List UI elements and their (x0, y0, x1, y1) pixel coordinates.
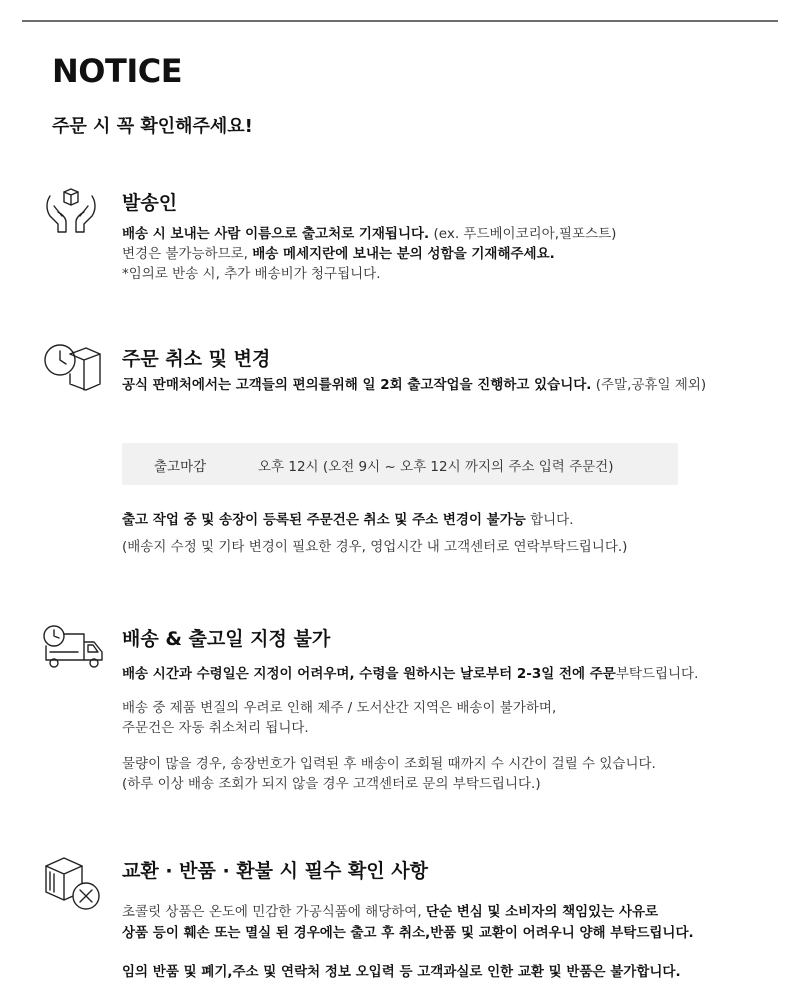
page-title: NOTICE (52, 52, 183, 90)
sender-line-2: 변경은 불가능하므로, 배송 메세지란에 보내는 분의 성함을 기재해주세요. (122, 246, 555, 262)
delivery-truck-icon (40, 622, 106, 670)
cancel-line-3: (배송지 수정 및 기타 변경이 필요한 경우, 영업시간 내 고객센터로 연락부탁드립니다.) (122, 539, 628, 555)
deadline-text: 오후 12시 (오전 9시 ~ 오후 12시 까지의 주소 입력 주문건) (258, 459, 614, 475)
exchange-title: 교환 · 반품 · 환불 시 필수 확인 사항 (122, 860, 428, 882)
shipping-line-1: 배송 시간과 수령일은 지정이 어려우며, 수령을 원하시는 날로부터 2-3일 전에 주문부탁드립니다. (122, 666, 699, 682)
sender-line-1: 배송 시 보내는 사람 이름으로 출고처로 기재됩니다. (ex. 푸드베이코리아,필포스트) (122, 226, 617, 242)
sender-title: 발송인 (122, 192, 178, 214)
exchange-line-3: 임의 반품 및 폐기,주소 및 연락처 정보 오입력 등 고객과실로 인한 교환 및 반품은 불가합니다. (122, 964, 681, 980)
shipping-line-4: 물량이 많을 경우, 송장번호가 입력된 후 배송이 조회될 때까지 수 시간이 걸릴 수 있습니다. (122, 756, 656, 772)
top-divider (22, 20, 778, 22)
deadline-box (122, 443, 678, 485)
shipping-line-3: 주문건은 자동 취소처리 됩니다. (122, 720, 309, 736)
box-cancel-icon (40, 852, 104, 914)
shipping-line-2: 배송 중 제품 변질의 우려로 인해 제주 / 도서산간 지역은 배송이 불가하며, (122, 700, 557, 716)
cancel-line-2: 출고 작업 중 및 송장이 등록된 주문건은 취소 및 주소 변경이 불가능 합니다. (122, 512, 574, 528)
page-subtitle: 주문 시 꼭 확인해주세요! (52, 116, 253, 137)
exchange-line-1: 초콜릿 상품은 온도에 민감한 가공식품에 해당하여, 단순 변심 및 소비자의 책임있는 사유로 (122, 904, 659, 920)
hands-box-icon (40, 184, 102, 238)
cancel-title: 주문 취소 및 변경 (122, 348, 271, 370)
cancel-line-1: 공식 판매처에서는 고객들의 편의를위해 일 2회 출고작업을 진행하고 있습니다. (주말,공휴일 제외) (122, 377, 707, 393)
clock-box-icon (40, 340, 104, 398)
shipping-line-5: (하루 이상 배송 조회가 되지 않을 경우 고객센터로 문의 부탁드립니다.) (122, 776, 541, 792)
shipping-title: 배송 & 출고일 지정 불가 (122, 628, 331, 650)
exchange-line-2: 상품 등이 훼손 또는 멸실 된 경우에는 출고 후 취소,반품 및 교환이 어려우니 양해 부탁드립니다. (122, 925, 694, 941)
deadline-label: 출고마감 (154, 459, 207, 475)
sender-line-3: *임의로 반송 시, 추가 배송비가 청구됩니다. (122, 266, 381, 282)
